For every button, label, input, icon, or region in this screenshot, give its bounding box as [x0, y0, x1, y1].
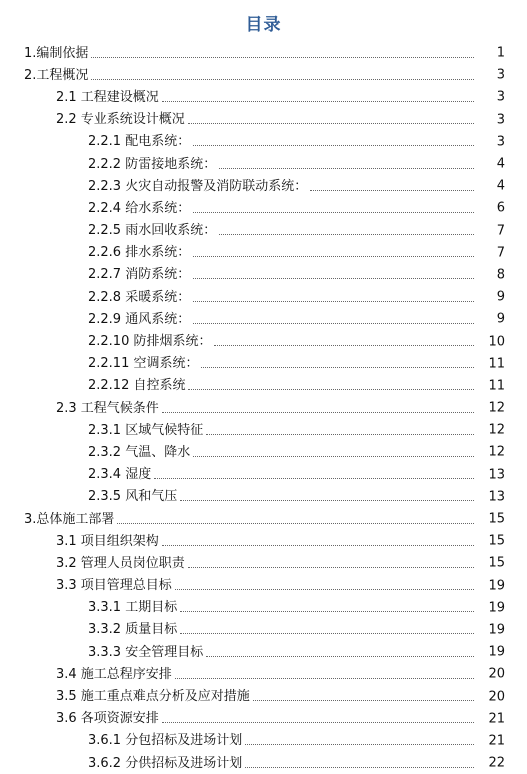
toc-page-number: 22 — [488, 755, 505, 771]
toc-page-number: 15 — [488, 511, 505, 527]
toc-entry-2-2-12[interactable] — [0, 375, 527, 397]
toc-title: 目录 — [245, 15, 282, 35]
toc-entry-2-2-9[interactable] — [0, 308, 527, 330]
toc-entry-label: 2.2.8 采暖系统： — [88, 289, 191, 305]
toc-page-number: 9 — [496, 289, 505, 305]
toc-page-number: 19 — [488, 644, 505, 660]
toc-entry-label: 3.总体施工部署 — [24, 511, 115, 527]
toc-entry-label: 2.3 工程气候条件 — [56, 400, 159, 416]
toc-entry-label: 2.2 专业系统设计概况 — [56, 112, 185, 128]
toc-page-number: 3 — [496, 134, 505, 150]
dot-leader — [175, 589, 474, 590]
toc-entry-label: 2.3.1 区域气候特征 — [88, 422, 204, 438]
toc-entry-3-6-1[interactable] — [0, 730, 527, 752]
dot-leader — [188, 123, 474, 124]
toc-page-number: 11 — [488, 378, 505, 394]
toc-entry-2-2-5[interactable] — [0, 220, 527, 242]
dot-leader — [193, 278, 474, 279]
toc-entry-label: 2.2.12 自控系统 — [88, 378, 186, 394]
toc-entry-2-2-6[interactable] — [0, 242, 527, 264]
toc-entry-3-4[interactable] — [0, 663, 527, 685]
dot-leader — [310, 190, 474, 191]
toc-page-number: 13 — [488, 467, 505, 483]
toc-page-number: 3 — [496, 112, 505, 128]
toc-entry-2-2-8[interactable] — [0, 286, 527, 308]
toc-entry-2-2-7[interactable] — [0, 264, 527, 286]
toc-entry-label: 3.3.3 安全管理目标 — [88, 644, 204, 660]
toc-entry-label: 3.4 施工总程序安排 — [56, 666, 172, 682]
toc-entry-2-3-5[interactable] — [0, 486, 527, 508]
dot-leader — [180, 633, 474, 634]
toc-entry-2-3-4[interactable] — [0, 464, 527, 486]
toc-page-number: 15 — [488, 533, 505, 549]
toc-entry-2-2-11[interactable] — [0, 353, 527, 375]
toc-entry-2[interactable] — [0, 64, 527, 86]
dot-leader — [188, 567, 474, 568]
toc-page-number: 3 — [496, 67, 505, 83]
dot-leader — [206, 434, 474, 435]
dot-leader — [193, 145, 474, 146]
toc-entry-3-6-2[interactable] — [0, 752, 527, 774]
dot-leader — [193, 301, 474, 302]
toc-entry-label: 3.5 施工重点难点分析及应对措施 — [56, 689, 250, 705]
toc-entry-label: 2.2.5 雨水回收系统： — [88, 223, 217, 239]
toc-entry-label: 2.3.5 风和气压 — [88, 489, 178, 505]
toc-entry-label: 2.2.10 防排烟系统： — [88, 334, 212, 350]
dot-leader — [180, 611, 474, 612]
toc-entry-label: 2.2.7 消防系统： — [88, 267, 191, 283]
toc-page-number: 20 — [488, 689, 505, 705]
dot-leader — [162, 101, 474, 102]
toc-entry-3-3-3[interactable] — [0, 641, 527, 663]
toc-entry-2-2[interactable] — [0, 109, 527, 131]
toc-page-number: 6 — [496, 200, 505, 216]
toc-entry-1[interactable] — [0, 42, 527, 64]
toc-page-number: 12 — [488, 444, 505, 460]
dot-leader — [193, 323, 474, 324]
dot-leader — [219, 234, 474, 235]
toc-page-number: 8 — [496, 267, 505, 283]
dot-leader — [245, 767, 474, 768]
toc-page-number: 11 — [488, 356, 505, 372]
toc-entry-label: 3.3.2 质量目标 — [88, 622, 178, 638]
dot-leader — [219, 168, 474, 169]
dot-leader — [162, 722, 474, 723]
toc-page-number: 1 — [496, 45, 505, 61]
toc-page-number: 3 — [496, 89, 505, 105]
toc-entry-3-3-1[interactable] — [0, 597, 527, 619]
toc-entry-3-6[interactable] — [0, 708, 527, 730]
toc-page-number: 21 — [488, 711, 505, 727]
toc-page-number: 20 — [488, 666, 505, 682]
toc-entry-label: 2.工程概况 — [24, 67, 89, 83]
toc-entry-3-3[interactable] — [0, 575, 527, 597]
toc-entry-label: 2.2.2 防雷接地系统： — [88, 156, 217, 172]
toc-page-number: 7 — [496, 245, 505, 261]
toc-page-number: 19 — [488, 578, 505, 594]
toc-page-number: 12 — [488, 400, 505, 416]
toc-entry-label: 3.6.2 分供招标及进场计划 — [88, 755, 243, 771]
toc-page-number: 12 — [488, 422, 505, 438]
dot-leader — [91, 79, 474, 80]
toc-page-number: 4 — [496, 156, 505, 172]
dot-leader — [188, 389, 474, 390]
toc-entry-label: 2.1 工程建设概况 — [56, 89, 159, 105]
toc-entry-label: 3.2 管理人员岗位职责 — [56, 555, 185, 571]
dot-leader — [206, 656, 474, 657]
toc-page-number: 21 — [488, 733, 505, 749]
toc-entry-2-2-4[interactable] — [0, 197, 527, 219]
toc-entry-label: 3.6 各项资源安排 — [56, 711, 159, 727]
toc-entry-2-3-2[interactable] — [0, 441, 527, 463]
toc-page-number: 9 — [496, 311, 505, 327]
dot-leader — [201, 367, 474, 368]
toc-entry-2-2-1[interactable] — [0, 131, 527, 153]
toc-entry-2-3[interactable] — [0, 397, 527, 419]
toc-entry-label: 3.3 项目管理总目标 — [56, 578, 172, 594]
toc-entry-label: 2.2.1 配电系统： — [88, 134, 191, 150]
dot-leader — [154, 478, 474, 479]
toc-entry-label: 2.2.9 通风系统： — [88, 311, 191, 327]
dot-leader — [180, 500, 474, 501]
toc-entry-3[interactable] — [0, 508, 527, 530]
toc-entry-2-1[interactable] — [0, 86, 527, 108]
toc-entry-2-2-10[interactable] — [0, 330, 527, 352]
toc-entry-label: 2.2.4 给水系统： — [88, 200, 191, 216]
toc-entry-label: 1.编制依据 — [24, 45, 89, 61]
dot-leader — [175, 678, 474, 679]
dot-leader — [162, 545, 474, 546]
toc-entry-label: 3.1 项目组织架构 — [56, 533, 159, 549]
toc-entry-label: 2.2.3 火灾自动报警及消防联动系统： — [88, 178, 308, 194]
toc-entry-2-2-3[interactable] — [0, 175, 527, 197]
toc-page-number: 10 — [488, 334, 505, 350]
dot-leader — [253, 700, 474, 701]
table-of-contents — [0, 42, 527, 774]
toc-page-number: 15 — [488, 555, 505, 571]
dot-leader — [117, 523, 474, 524]
toc-entry-3-3-2[interactable] — [0, 619, 527, 641]
toc-page-number: 19 — [488, 622, 505, 638]
toc-page-number: 7 — [496, 223, 505, 239]
dot-leader — [214, 345, 474, 346]
dot-leader — [245, 744, 474, 745]
toc-entry-2-3-1[interactable] — [0, 419, 527, 441]
toc-entry-label: 2.3.2 气温、降水 — [88, 444, 191, 460]
toc-entry-label: 3.3.1 工期目标 — [88, 600, 178, 616]
toc-entry-label: 2.2.11 空调系统： — [88, 356, 199, 372]
dot-leader — [162, 412, 474, 413]
toc-entry-3-2[interactable] — [0, 552, 527, 574]
toc-entry-2-2-2[interactable] — [0, 153, 527, 175]
toc-entry-label: 2.3.4 湿度 — [88, 467, 152, 483]
toc-entry-label: 3.6.1 分包招标及进场计划 — [88, 733, 243, 749]
toc-entry-3-5[interactable] — [0, 685, 527, 707]
dot-leader — [193, 212, 474, 213]
toc-page-number: 4 — [496, 178, 505, 194]
toc-page-number: 13 — [488, 489, 505, 505]
toc-entry-label: 2.2.6 排水系统： — [88, 245, 191, 261]
dot-leader — [193, 456, 474, 457]
dot-leader — [193, 256, 474, 257]
toc-entry-3-1[interactable] — [0, 530, 527, 552]
toc-page-number: 19 — [488, 600, 505, 616]
dot-leader — [91, 57, 474, 58]
